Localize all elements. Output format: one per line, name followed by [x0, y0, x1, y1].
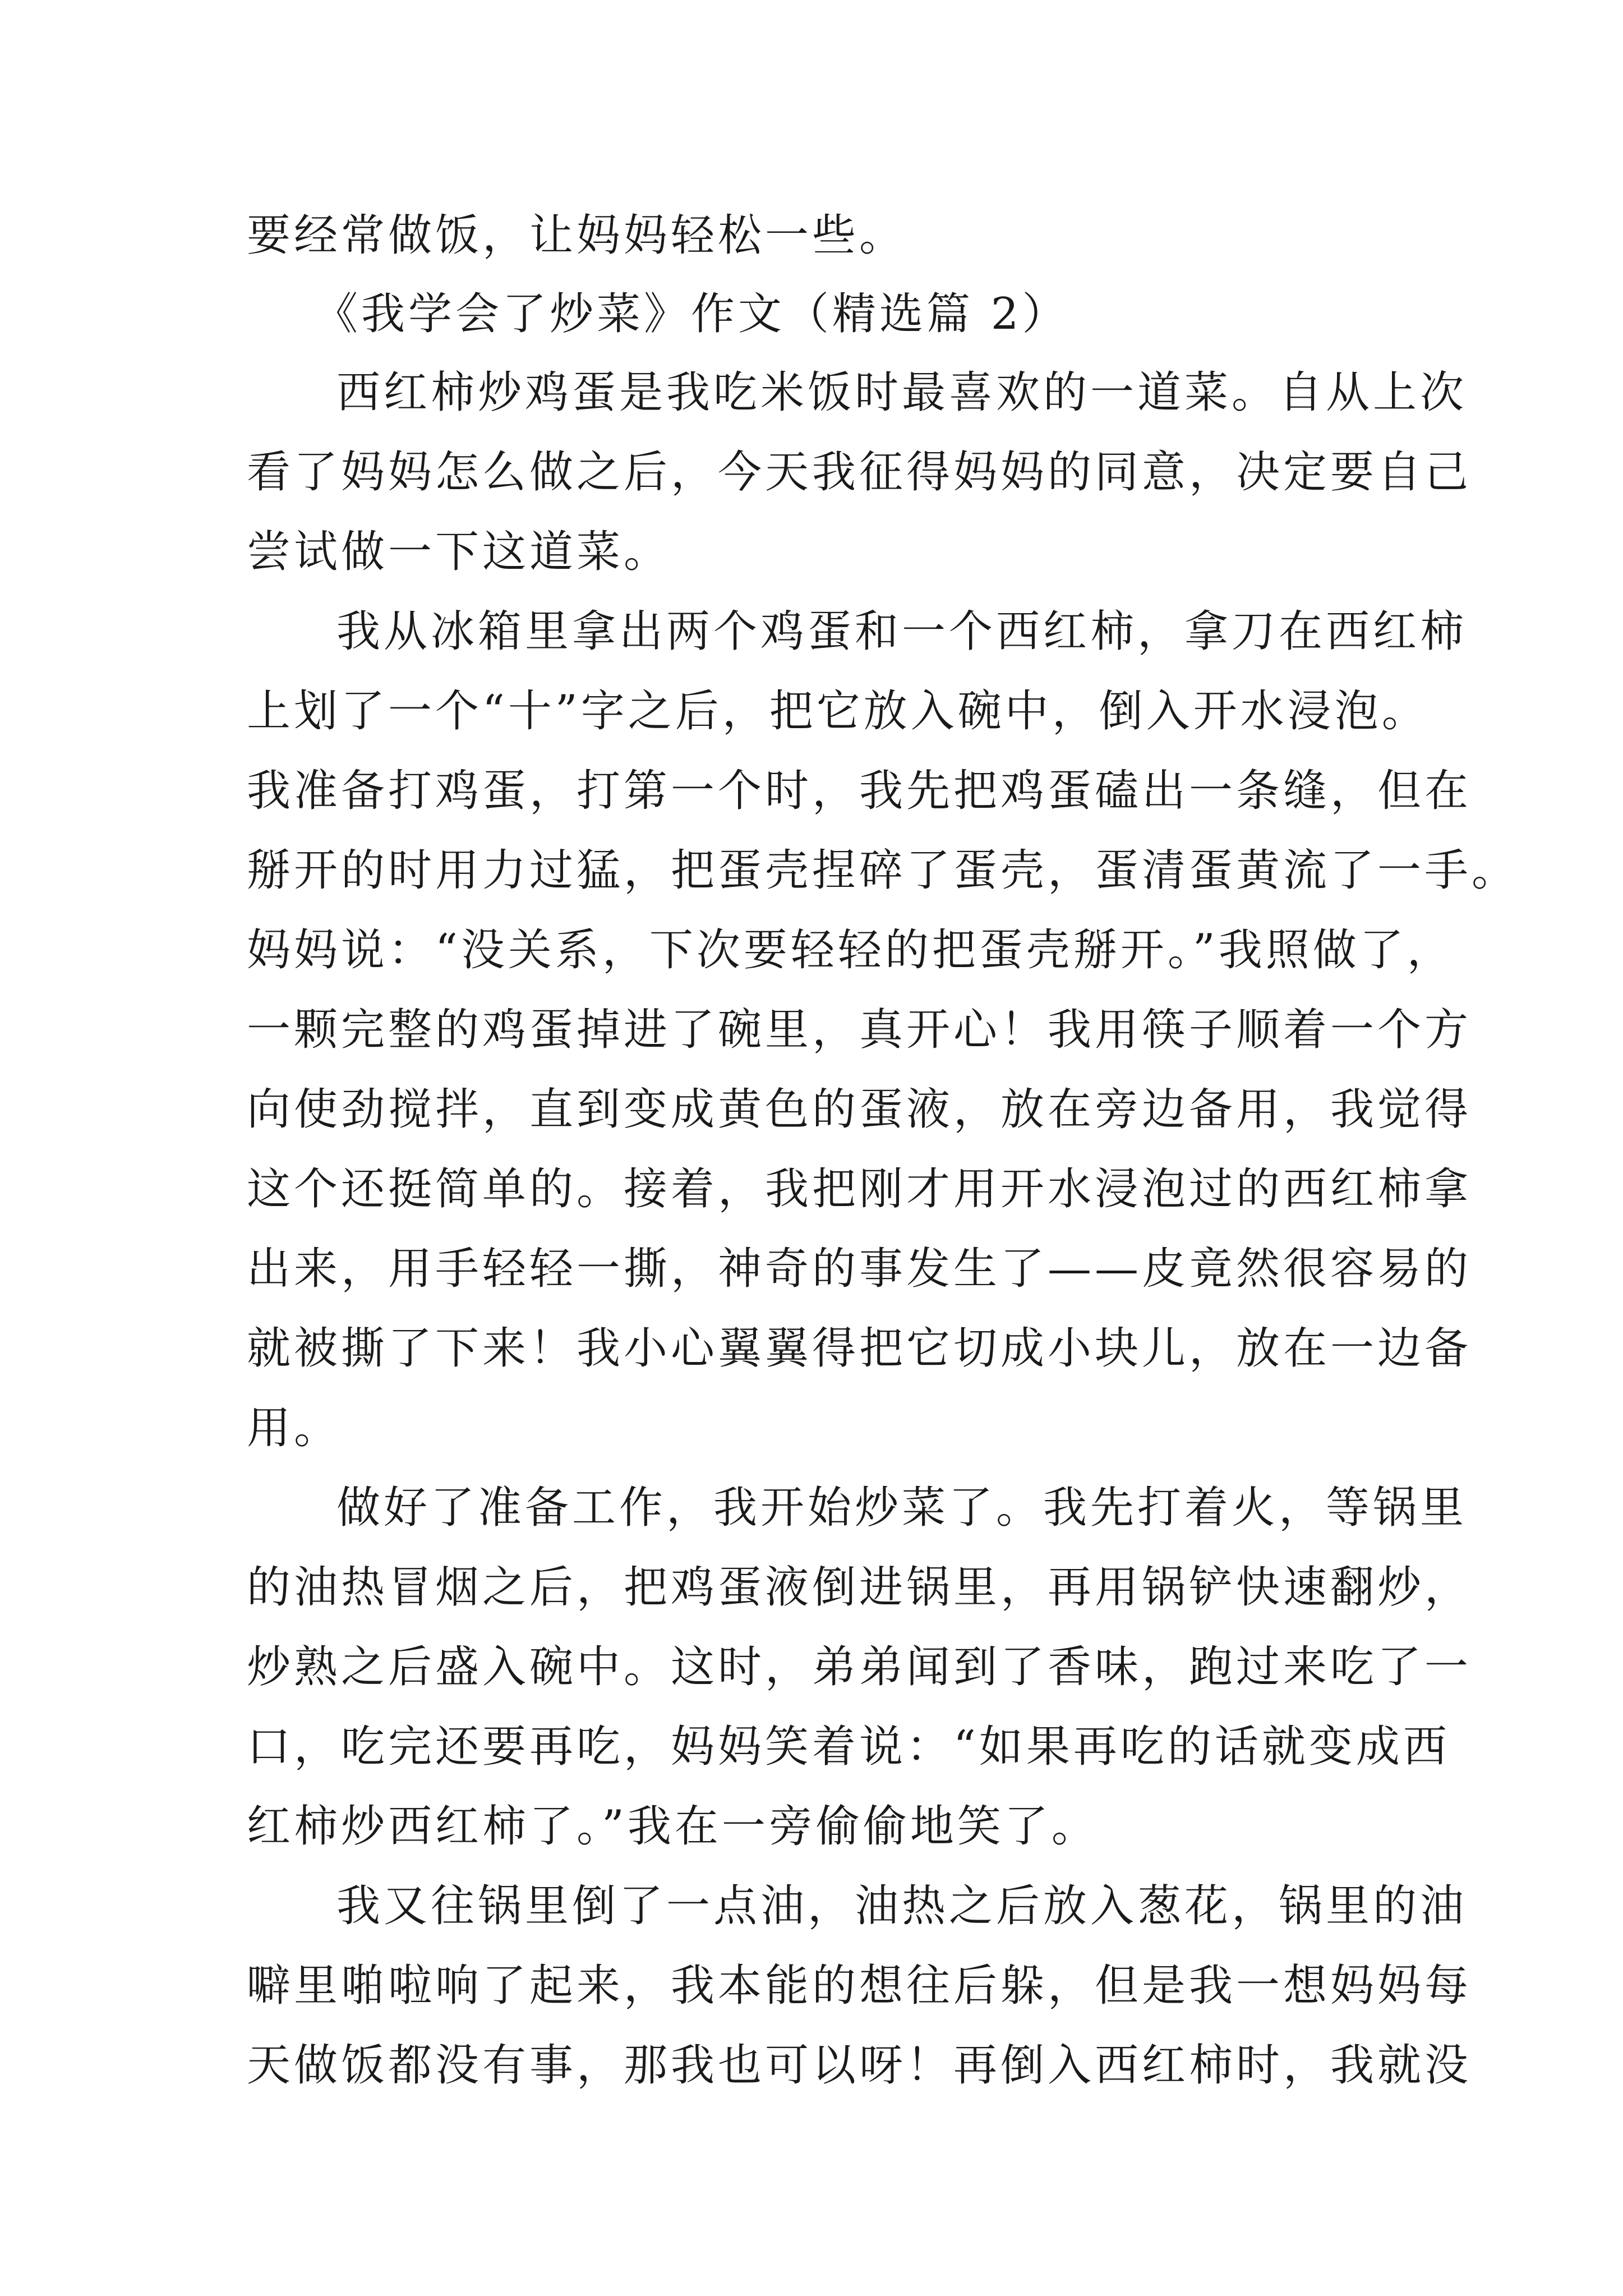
paragraph-line: 一颗完整的鸡蛋掉进了碗里，真开心！我用筷子顺着一个方 [247, 1005, 1472, 1055]
paragraph-line: 出来，用手轻轻一撕，神奇的事发生了——皮竟然很容易的 [247, 1244, 1472, 1294]
paragraph-line: 妈妈说：“没关系，下次要轻轻的把蛋壳掰开。”我照做了， [247, 925, 1454, 976]
paragraph-line: 我准备打鸡蛋，打第一个时，我先把鸡蛋磕出一条缝，但在 [247, 766, 1472, 816]
paragraph-line: 尝试做一下这道菜。 [247, 527, 671, 577]
paragraph-line: 我从冰箱里拿出两个鸡蛋和一个西红柿，拿刀在西红柿 [336, 606, 1468, 657]
paragraph-line: 看了妈妈怎么做之后，今天我征得妈妈的同意，决定要自己 [247, 447, 1472, 498]
section-title: 《我学会了炒菜》作文（精选篇 2） [314, 289, 1069, 339]
paragraph-line: 就被撕了下来！我小心翼翼得把它切成小块儿，放在一边备 [247, 1323, 1472, 1374]
paragraph-line: 噼里啪啦响了起来，我本能的想往后躲，但是我一想妈妈每 [247, 1961, 1472, 2011]
paragraph-line: 上划了一个“十”字之后，把它放入碗中，倒入开水浸泡。 [247, 686, 1429, 737]
paragraph-line: 做好了准备工作，我开始炒菜了。我先打着火，等锅里 [336, 1483, 1468, 1533]
paragraph-line: 口，吃完还要再吃，妈妈笑着说：“如果再吃的话就变成西 [247, 1722, 1450, 1772]
paragraph-line: 西红柿炒鸡蛋是我吃米饭时最喜欢的一道菜。自从上次 [336, 367, 1468, 418]
paragraph-line: 的油热冒烟之后，把鸡蛋液倒进锅里，再用锅铲快速翻炒， [247, 1562, 1472, 1613]
text-line: 要经常做饭，让妈妈轻松一些。 [247, 210, 907, 261]
paragraph-line: 掰开的时用力过猛，把蛋壳捏碎了蛋壳，蛋清蛋黄流了一手。 [247, 845, 1519, 896]
paragraph-line: 用。 [247, 1403, 342, 1453]
paragraph-line: 我又往锅里倒了一点油，油热之后放入葱花，锅里的油 [336, 1881, 1468, 1931]
paragraph-line: 天做饭都没有事，那我也可以呀！再倒入西红柿时，我就没 [247, 2040, 1472, 2091]
paragraph-line: 向使劲搅拌，直到变成黄色的蛋液，放在旁边备用，我觉得 [247, 1084, 1472, 1135]
paragraph-line: 这个还挺简单的。接着，我把刚才用开水浸泡过的西红柿拿 [247, 1164, 1472, 1214]
paragraph-line: 红柿炒西红柿了。”我在一旁偷偷地笑了。 [247, 1801, 1099, 1852]
paragraph-line: 炒熟之后盛入碗中。这时，弟弟闻到了香味，跑过来吃了一 [247, 1642, 1472, 1692]
